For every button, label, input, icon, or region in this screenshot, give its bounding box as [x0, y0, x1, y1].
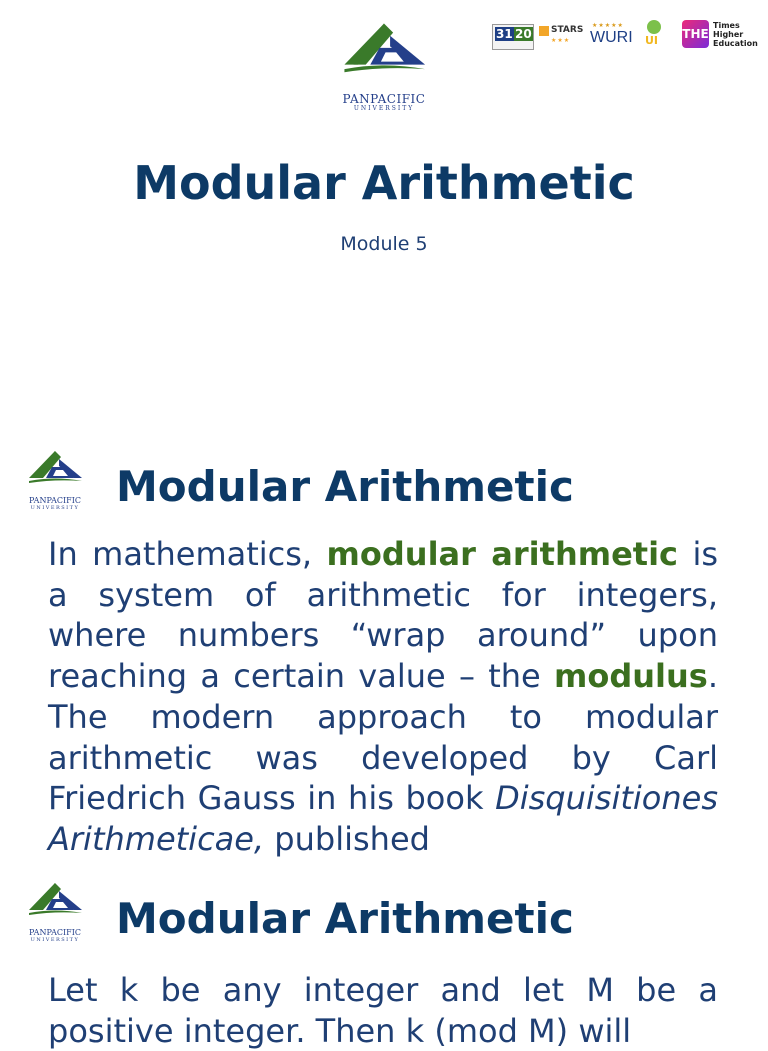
- logo-mark-icon: [16, 450, 94, 496]
- definition-paragraph: Let k be any integer and let M be a positive integer. Then k (mod M) will: [48, 971, 718, 1050]
- text-run: . The modern approach to modular arithmetic was developed by Carl Friedrich Gauss in his book: [48, 657, 718, 818]
- term-modulus: modulus: [554, 657, 708, 696]
- badge-3120: [492, 24, 534, 50]
- logo-subword: UNIVERSITY: [30, 937, 80, 943]
- badge-the-caption-2: Higher: [713, 30, 744, 39]
- university-logo: [326, 22, 442, 114]
- badge-greenmetric-label: UI: [645, 34, 659, 47]
- badge-the-caption-1: Times: [713, 21, 740, 30]
- slide-title: Modular Arithmetic: [116, 462, 574, 511]
- term-modular-arithmetic: modular arithmetic: [326, 535, 679, 573]
- text-run: is a system of arithmetic for integers, where numbers “wrap around” upon reaching a certain value – the: [48, 535, 719, 696]
- text-run: published: [264, 819, 430, 858]
- logo-subword: UNIVERSITY: [30, 505, 80, 511]
- badge-stars-label: STARS: [551, 25, 584, 35]
- book-title: Disquisitiones Arithmeticae,: [48, 779, 718, 858]
- badge-the: [682, 20, 758, 50]
- content-slide-definition: [0, 432, 768, 864]
- content-slide-definition-2: [0, 864, 768, 1050]
- badge-wuri: [590, 22, 636, 50]
- ranking-badges: [492, 18, 758, 52]
- badge-stars: [539, 24, 583, 48]
- logo-wordmark: PANPACIFIC: [29, 496, 81, 505]
- badge-3120-right: 20: [515, 27, 532, 41]
- logo-mark-icon: [16, 882, 94, 928]
- logo-wordmark: PANPACIFIC: [29, 928, 81, 937]
- stars-rating-icon: ★★★: [551, 37, 571, 44]
- badge-3120-left: 31: [496, 27, 513, 41]
- university-logo-small: [16, 450, 94, 512]
- title-slide: [0, 0, 768, 432]
- logo-wordmark: PANPACIFIC: [342, 92, 426, 106]
- definition-paragraph: [48, 534, 718, 860]
- badge-the-caption-3: Education: [713, 39, 758, 48]
- badge-greenmetric: [643, 18, 677, 52]
- badge-wuri-label: WURI: [590, 29, 633, 46]
- logo-subword: UNIVERSITY: [353, 105, 415, 112]
- wuri-stars-icon: ★★★★★: [592, 22, 624, 29]
- badge-the-logo: THE: [682, 20, 709, 48]
- text-run: In mathematics,: [48, 535, 327, 573]
- leaf-icon: [647, 20, 661, 34]
- slide-subtitle: Module 5: [340, 233, 428, 255]
- slide-title: Modular Arithmetic: [116, 894, 574, 943]
- stars-icon: [539, 26, 549, 36]
- slide-title: Modular Arithmetic: [133, 156, 635, 210]
- logo-mark-icon: [326, 22, 442, 92]
- university-logo-small: [16, 882, 94, 944]
